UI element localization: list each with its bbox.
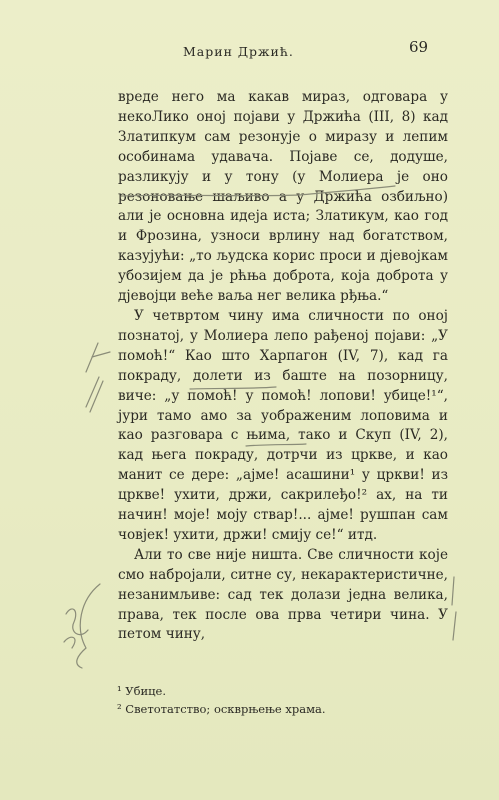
footnote-1: ¹ Убице. xyxy=(117,684,167,698)
margin-bracket-left xyxy=(77,584,100,668)
paragraph-3: Али то све није ништа. Све сличности које смо набројали, ситне су, некарактеристичне, незанимљиве: сад тек долази једна велика, права, тек после ова прва четири чина. У петом чину, xyxy=(118,546,448,643)
page-number: 69 xyxy=(409,38,429,56)
paragraph-1: вреде него ма какав мираз, одговара у некоЛико оној појави у Држића (III, 8) кад Златипкум сам резонује о миразу и лепим особинама удавача. Појаве се, додуше, разликују и у тону (у Молиера је оно резоновање шаљиво а у Држића озбиљно) али је основна идеја иста; Златикум, као год и Фрозина, узноси врлину над богатством, казујући: „то људска корис проси и дјевојкам убозијем да је рћња доброта, која доброта у дјевојци веће ваља нег велика рђња.“ xyxy=(118,89,448,305)
margin-letters xyxy=(64,609,88,648)
running-title: Марин Држић. xyxy=(183,44,294,59)
margin-bracket-right xyxy=(452,577,456,640)
paragraph-2: У четвртом чину има сличности по оној познатој, у Молиера лепо рађеној појави: „У помоћ!“ Као што Харпагон (IV, 7), кад га покраду, долети из баште на позорницу, виче: „у помоћ! у помоћ! лопови! убице!¹“, јури тамо амо за уображеним лоповима и као разговара с њима, тако и Скуп (IV, 2), кад њега покраду, дотрчи из цркве, и као манит се дере: „ајме! асашини¹ у цркви! из цркве! ухити, држи, сакрилеђо!² ах, на ти начин! моје! мојy ствар!... ајме! рушпан сам човјек! ухити, држи! смију се!“ итд. xyxy=(118,307,448,543)
margin-mark-1 xyxy=(86,343,110,372)
footnotes xyxy=(117,682,447,718)
body-text xyxy=(118,88,448,645)
footnote-2: ² Светотатство; оскврњење храма. xyxy=(117,702,326,716)
margin-mark-2 xyxy=(86,377,103,412)
